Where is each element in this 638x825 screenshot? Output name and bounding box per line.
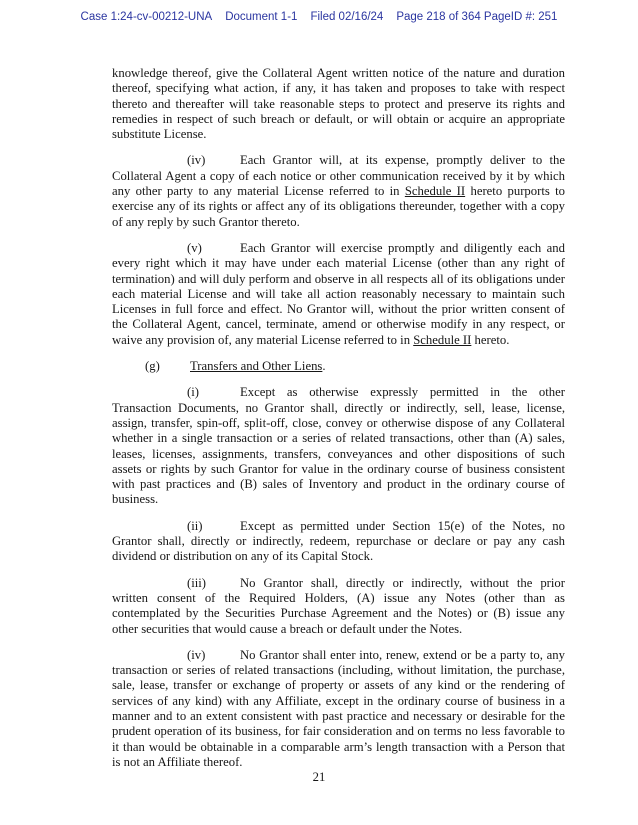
paragraph-label: (i) xyxy=(187,385,199,400)
underlined-text: Schedule II xyxy=(404,184,466,199)
text-run: No Grantor shall enter into, renew, extend or be a party to, any transaction or series of related transactions (including, without limitation, the purchase, sale, lease, transfer or exchange of property or assets of any kind or the rendering of services of any kind) with any Affiliate, except in the ordinary course of business in a manner and to an extent consistent with past practice and necessary or desirable for the prudent operation of its business, for fair consideration and on terms no less favorable to it than would be obtainable in a comparable arm’s length transaction with a Person that is not an Affiliate thereof. xyxy=(112,647,565,769)
page-id: Page 218 of 364 PageID #: 251 xyxy=(396,11,558,23)
page-number: 21 xyxy=(312,770,326,784)
text-run: hereto purports to exercise any of its rights or affect any of its obligations thereunder, together with a copy of any reply by such Grantor thereto. xyxy=(112,184,565,229)
paragraph xyxy=(112,241,565,348)
text-run: Except as otherwise expressly permitted in the other Transaction Documents, no Grantor shall, directly or indirectly, sell, lease, license, assign, transfer, spin-off, split-off, close, convey or otherwise dispose of any Collateral whether in a single transaction or a series of related transactions, other than (A) sales, leases, licenses, assignments, transfers, conveyances and other dispositions of such assets or rights by such Grantor for value in the ordinary course of business consistent with past practices and (B) sales of Inventory and product in the ordinary course of business. xyxy=(112,385,565,507)
paragraph xyxy=(112,519,565,565)
text-run: hereto. xyxy=(471,332,510,347)
document-body xyxy=(112,66,565,781)
text-run: No Grantor shall, directly or indirectly, without the prior written consent of the Required Holders, (A) issue any Notes (other than as contemplated by the Securities Purchase Agreement and the Notes) or (B) issue any other securities that would cause a breach or default under the Notes. xyxy=(112,575,565,636)
paragraph xyxy=(112,66,565,142)
paragraph-label: (g) xyxy=(145,359,160,374)
case-header xyxy=(0,11,638,23)
text-run: Each Grantor will, at its expense, promptly deliver to the Collateral Agent a copy of each notice or other communication received by it by which any other party to any material License referred to in xyxy=(112,153,565,199)
paragraph-label: (iii) xyxy=(187,575,207,590)
document-number: Document 1-1 xyxy=(225,11,298,23)
underlined-text: Schedule II xyxy=(413,332,472,347)
paragraph-label: (v) xyxy=(187,240,202,255)
paragraph xyxy=(112,385,565,507)
text-run: Each Grantor will exercise promptly and diligently each and every right which it may have under each material License (other than any right of termination) and will duly perform and observe in all respects all of its obligations under each material License and will take all action reasonably necessary to maintain such Licenses in full force and effect. No Grantor will, without the prior written consent of the Collateral Agent, cancel, terminate, amend or otherwise modify in any respect, or waive any provision of, any material License referred to in xyxy=(112,240,565,347)
case-number: Case 1:24-cv-00212-UNA xyxy=(80,11,213,23)
paragraph-label: (ii) xyxy=(187,518,203,533)
paragraph xyxy=(112,153,565,229)
section-heading xyxy=(112,359,565,374)
paragraph xyxy=(112,648,565,770)
paragraph xyxy=(112,576,565,637)
paragraph-label: (iv) xyxy=(187,647,206,662)
text-run: knowledge thereof, give the Collateral Agent written notice of the nature and duration thereof, specifying what action, if any, it has taken and proposes to take with respect thereto and thereafter will take reasonable steps to protect and preserve its rights and remedies in respect of such breach or default, or will obtain or acquire an appropriate substitute License. xyxy=(112,66,565,142)
underlined-text: Transfers and Other Liens xyxy=(190,359,323,374)
paragraph-label: (iv) xyxy=(187,153,206,168)
text-run: . xyxy=(322,359,326,374)
filing-date: Filed 02/16/24 xyxy=(310,11,384,23)
text-run: Except as permitted under Section 15(e) of the Notes, no Grantor shall, directly or indirectly, redeem, repurchase or declare or pay any cash dividend or distribution on any of its Capital Stock. xyxy=(112,518,565,564)
